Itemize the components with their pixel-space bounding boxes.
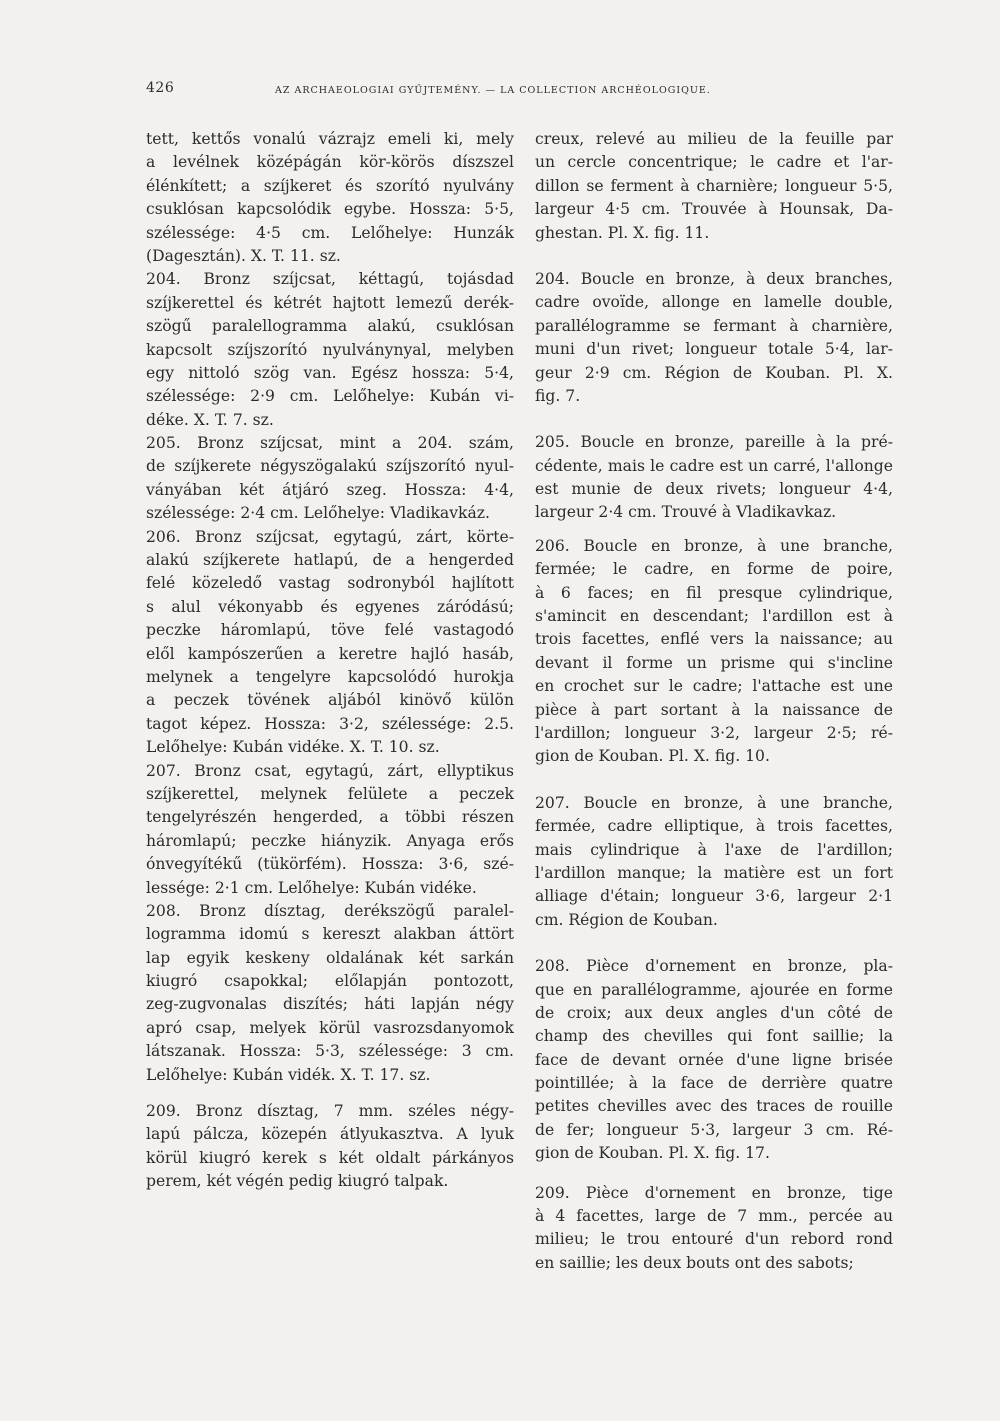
hungarian-text-line: apró csap, melyek körül vasrozsdanyomok xyxy=(146,1018,514,1037)
french-text-line: en crochet sur le cadre; l'attache est une xyxy=(535,677,893,696)
hungarian-text-line: peczke háromlapú, töve felé vastagodó xyxy=(146,621,514,640)
french-paragraph xyxy=(535,955,893,1166)
hungarian-text-line: élénkített; a szíjkeret és szorító nyulvány xyxy=(146,176,514,195)
french-text-line: de croix; aux deux angles d'un côté de xyxy=(535,1003,893,1022)
french-text-line: fig. 7. xyxy=(535,386,581,405)
hungarian-text-line: perem, két végén pedig kiugró talpak. xyxy=(146,1172,449,1191)
french-text-line: l'ardillon manque; la matière est un fort xyxy=(535,863,893,882)
hungarian-text-line: a peczek tövének aljából kinövő külön xyxy=(146,691,514,710)
hungarian-text-line: 206. Bronz szíjcsat, egytagú, zárt, körte- xyxy=(146,527,514,546)
hungarian-paragraph xyxy=(146,268,514,432)
hungarian-text-line: szíjkerettel, melynek felülete a peczek xyxy=(146,784,514,803)
hungarian-paragraph xyxy=(146,1100,514,1194)
french-text-line: s'amincit en descendant; l'ardillon est à xyxy=(535,607,893,626)
french-text-line: est munie de deux rivets; longueur 4·4, xyxy=(535,480,893,499)
french-text-line: gion de Kouban. Pl. X. fig. 17. xyxy=(535,1144,770,1163)
hungarian-text-line: 209. Bronz dísztag, 7 mm. széles négy- xyxy=(146,1102,514,1121)
french-text-line: de fer; longueur 5·3, largeur 3 cm. Ré- xyxy=(535,1120,893,1139)
hungarian-text-line: tagot képez. Hossza: 3·2, szélessége: 2.5. xyxy=(146,714,514,733)
french-text-line: largeur 4·5 cm. Trouvée à Hounsak, Da- xyxy=(535,200,893,219)
hungarian-text-line: kiugró csapokkal; előlapján pontozott, xyxy=(146,972,514,991)
hungarian-text-line: a levélnek középágán kör-körös díszszel xyxy=(146,153,514,172)
french-paragraph xyxy=(535,792,893,932)
french-text-line: 208. Pièce d'ornement en bronze, pla- xyxy=(535,957,893,976)
hungarian-text-line: déke. X. T. 7. sz. xyxy=(146,410,274,429)
french-text-line: milieu; le trou entouré d'un rebord rond xyxy=(535,1230,893,1249)
french-text-line: largeur 2·4 cm. Trouvé à Vladikavkaz. xyxy=(535,503,837,522)
french-paragraph xyxy=(535,128,893,245)
hungarian-paragraph xyxy=(146,900,514,1087)
hungarian-text-line: Lelőhelye: Kubán vidéke. X. T. 10. sz. xyxy=(146,738,440,757)
hungarian-text-line: tett, kettős vonalú vázrajz emeli ki, mely xyxy=(146,130,514,148)
french-paragraph xyxy=(535,1182,893,1276)
french-text-line: champ des chevilles qui font saillie; la xyxy=(535,1027,893,1046)
hungarian-text-line: s alul vékonyabb és egyenes záródású; xyxy=(146,597,514,616)
hungarian-text-line: 204. Bronz szíjcsat, kéttagú, tojásdad xyxy=(146,270,514,289)
french-text-line: l'ardillon; longueur 3·2, largeur 2·5; ré- xyxy=(535,723,893,742)
french-text-line: 206. Boucle en bronze, à une branche, xyxy=(535,536,893,555)
hungarian-text-line: szélessége: 4·5 cm. Lelőhelye: Hunzák xyxy=(146,223,514,242)
french-text-line: 205. Boucle en bronze, pareille à la pré- xyxy=(535,433,893,452)
french-text-line: 209. Pièce d'ornement en bronze, tige xyxy=(535,1183,893,1202)
french-text-line: alliage d'étain; longueur 3·6, largeur 2·1 xyxy=(535,887,893,906)
hungarian-text-line: szíjkerettel és kétrét hajtott lemezű derék- xyxy=(146,293,514,312)
hungarian-text-line: de szíjkerete négyszögalakú szíjszorító nyul- xyxy=(146,457,514,476)
french-text-line: fermée, cadre elliptique, à trois facettes, xyxy=(535,817,893,836)
french-text-line: muni d'un rivet; longueur totale 5·4, lar- xyxy=(535,340,893,359)
french-text-line: face de devant ornée d'une ligne brisée xyxy=(535,1050,893,1069)
hungarian-text-line: látszanak. Hossza: 5·3, szélessége: 3 cm. xyxy=(146,1042,514,1061)
french-text-line: mais cylindrique à l'axe de l'ardillon; xyxy=(535,840,893,859)
french-text-line: 207. Boucle en bronze, à une branche, xyxy=(535,793,893,812)
french-text-line: cm. Région de Kouban. xyxy=(535,910,718,929)
hungarian-text-line: ónvegyítékű (tükörfém). Hossza: 3·6, szé- xyxy=(146,855,514,874)
french-text-line: à 4 facettes, large de 7 mm., percée au xyxy=(535,1207,893,1226)
hungarian-text-line: melynek a tengelyre kapcsolódó hurokja xyxy=(146,667,514,686)
french-text-line: parallélogramme se fermant à charnière, xyxy=(535,316,893,335)
french-text-line: ghestan. Pl. X. fig. 11. xyxy=(535,223,710,242)
hungarian-text-line: 205. Bronz szíjcsat, mint a 204. szám, xyxy=(146,434,514,453)
hungarian-text-line: 207. Bronz csat, egytagú, zárt, ellyptikus xyxy=(146,761,514,780)
french-text-line: pointillée; à la face de derrière quatre xyxy=(535,1074,893,1093)
french-paragraph xyxy=(535,268,893,408)
hungarian-text-line: lapú pálcza, közepén átlyukasztva. A lyuk xyxy=(146,1125,514,1144)
hungarian-column xyxy=(146,128,514,1194)
french-text-line: petites chevilles avec des traces de rouille xyxy=(535,1097,893,1116)
hungarian-text-line: alakú szíjkerete hatlapú, de a hengerded xyxy=(146,551,514,570)
hungarian-text-line: Lelőhelye: Kubán vidék. X. T. 17. sz. xyxy=(146,1065,431,1084)
french-text-line: à 6 faces; en fil presque cylindrique, xyxy=(535,583,893,602)
hungarian-text-line: tengelyrészén hengerded, a többi részen xyxy=(146,808,514,827)
hungarian-paragraph xyxy=(146,526,514,760)
hungarian-text-line: ványában két átjáró szeg. Hossza: 4·4, xyxy=(146,480,514,499)
hungarian-text-line: felé közeledő vastag sodronyból hajlított xyxy=(146,574,514,593)
french-text-line: devant il forme un prisme qui s'incline xyxy=(535,653,893,672)
hungarian-text-line: lap egyik keskeny oldalának két sarkán xyxy=(146,948,514,967)
french-column xyxy=(535,128,893,1275)
french-text-line: creux, relevé au milieu de la feuille par xyxy=(535,130,893,148)
hungarian-paragraph xyxy=(146,432,514,526)
french-text-line: dillon se ferment à charnière; longueur 5·5, xyxy=(535,176,893,195)
french-text-line: que en parallélogramme, ajourée en forme xyxy=(535,980,893,999)
french-text-line: fermée; le cadre, en forme de poire, xyxy=(535,560,893,579)
hungarian-text-line: kapcsolt szíjszorító nyulványnyal, melyben xyxy=(146,340,514,359)
hungarian-paragraph xyxy=(146,128,514,268)
french-text-line: cadre ovoïde, allonge en lamelle double, xyxy=(535,293,893,312)
french-text-line: en saillie; les deux bouts ont des sabots; xyxy=(535,1253,854,1272)
hungarian-text-line: háromlapú; peczke hiányzik. Anyaga erős xyxy=(146,831,514,850)
hungarian-text-line: szögű paralellogramma alakú, csuklósan xyxy=(146,317,514,336)
french-text-line: trois facettes, enflé vers la naissance; au xyxy=(535,630,893,649)
french-text-line: gion de Kouban. Pl. X. fig. 10. xyxy=(535,747,770,766)
french-paragraph xyxy=(535,535,893,769)
hungarian-text-line: szélessége: 2·9 cm. Lelőhelye: Kubán vi- xyxy=(146,387,514,406)
hungarian-text-line: logramma idomú s kereszt alakban áttört xyxy=(146,925,514,944)
french-text-line: geur 2·9 cm. Région de Kouban. Pl. X. xyxy=(535,363,893,382)
hungarian-text-line: szélessége: 2·4 cm. Lelőhelye: Vladikavkáz. xyxy=(146,504,490,523)
french-text-line: pièce à part sortant à la naissance de xyxy=(535,700,893,719)
hungarian-text-line: 208. Bronz dísztag, derékszögű paralel- xyxy=(146,901,514,920)
hungarian-text-line: körül kiugró kerek s két oldalt párkányos xyxy=(146,1148,514,1167)
french-text-line: cédente, mais le cadre est un carré, l'allonge xyxy=(535,456,893,475)
hungarian-text-line: lessége: 2·1 cm. Lelőhelye: Kubán vidéke. xyxy=(146,878,477,897)
hungarian-paragraph xyxy=(146,760,514,900)
running-title: AZ ARCHAEOLOGIAI GYŰJTEMÉNY. — LA COLLECTION ARCHÉOLOGIQUE. xyxy=(275,85,711,96)
french-paragraph xyxy=(535,431,893,525)
hungarian-text-line: zeg-zugvonalas diszítés; háti lapján négy xyxy=(146,995,514,1014)
french-text-line: 204. Boucle en bronze, à deux branches, xyxy=(535,269,893,288)
hungarian-text-line: (Dagesztán). X. T. 11. sz. xyxy=(146,246,341,265)
french-text-line: un cercle concentrique; le cadre et l'ar- xyxy=(535,153,893,172)
hungarian-text-line: csuklósan kapcsolódik egybe. Hossza: 5·5, xyxy=(146,200,514,219)
page-number: 426 xyxy=(146,80,175,96)
hungarian-text-line: egy nittoló szög van. Egész hossza: 5·4, xyxy=(146,363,514,382)
hungarian-text-line: elől kampószerűen a keretre hajló hasáb, xyxy=(146,644,514,663)
